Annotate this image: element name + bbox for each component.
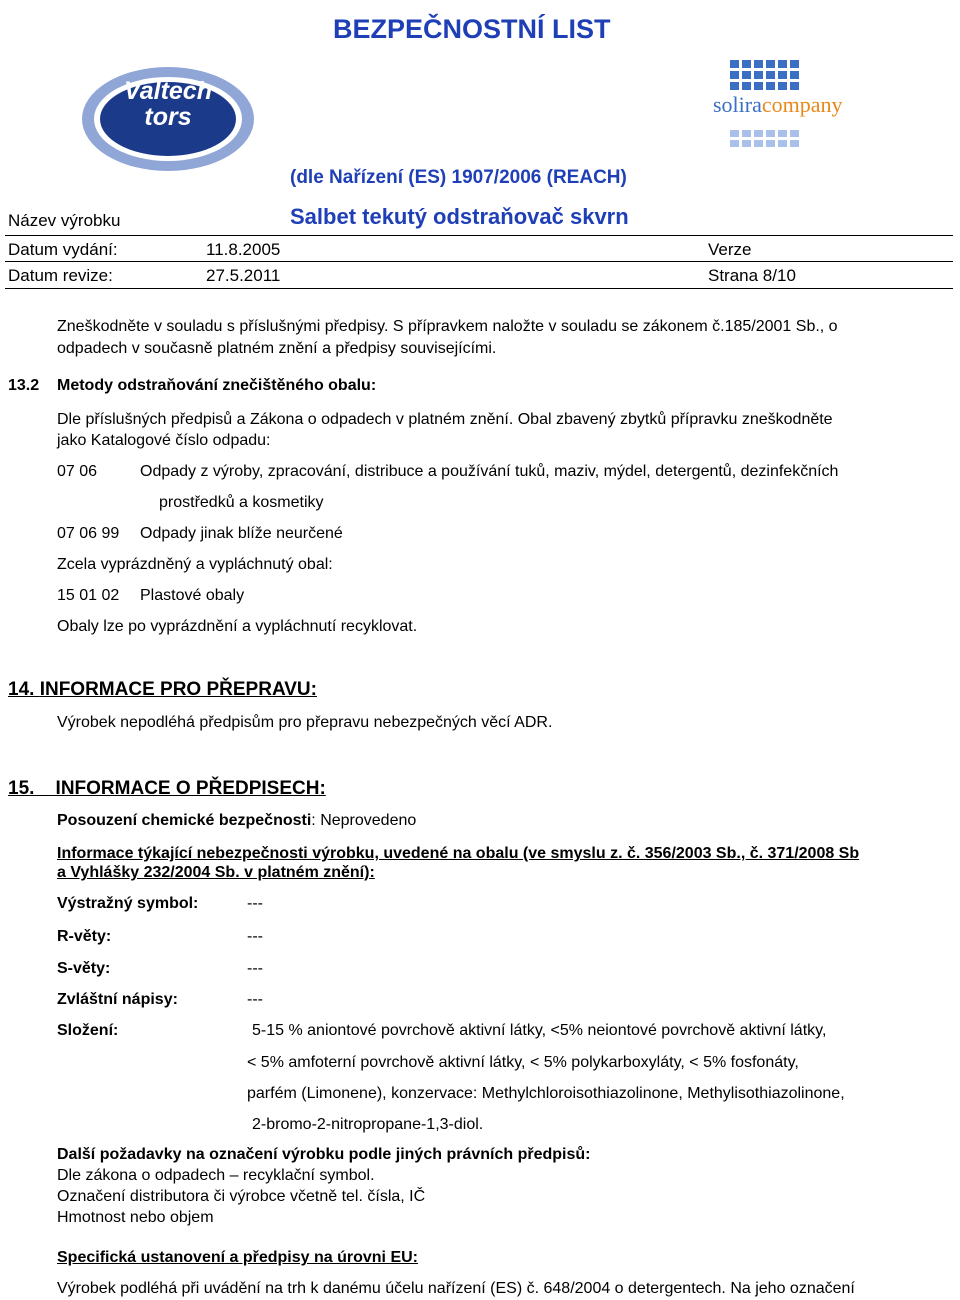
composition-line: 2-bromo-2-nitropropane-1,3-diol. (252, 1116, 484, 1133)
composition-line: parfém (Limonene), konzervace: Methylchloroisothiazolinone, Methylisothiazolinone, (247, 1085, 845, 1102)
subsection-number: 13.2 (8, 377, 40, 394)
subsection-title: Metody odstraňování znečištěného obalu: (57, 377, 377, 394)
warning-symbol-label: Výstražný symbol: (57, 895, 199, 912)
valtech-logo-text: Valtech tors (123, 77, 212, 131)
waste-code-150102: 15 01 02 (57, 587, 120, 604)
r-phrases-label: R-věty: (57, 928, 112, 945)
special-labels-label: Zvláštní nápisy: (57, 991, 178, 1008)
further-requirements-line: Označení distributora či výrobce včetně tel. čísla, IČ (57, 1188, 426, 1205)
waste-code-0706: 07 06 (57, 463, 98, 480)
composition-line: < 5% amfoterní povrchově aktivní látky, < 5% polykarboxyláty, < 5% fosfonáty, (247, 1054, 799, 1071)
transport-text: Výrobek nepodléhá předpisům pro přepravu nebezpečných věcí ADR. (57, 714, 553, 731)
section14-title: INFORMACE PRO PŘEPRAVU: (39, 679, 317, 700)
waste-text-150102: Plastové obaly (140, 587, 245, 604)
packaging-text-b: jako Katalogové číslo odpadu: (57, 432, 271, 449)
emptied-packaging-label: Zcela vyprázdněný a vypláchnutý obal: (57, 556, 333, 573)
further-requirements-line: Dle zákona o odpadech – recyklační symbol. (57, 1167, 375, 1184)
disposal-text-line2: odpadech v současně platném znění a předpisy souvisejícími. (57, 340, 497, 357)
r-phrases-value: --- (247, 928, 263, 945)
product-name: Salbet tekutý odstraňovač skvrn (290, 204, 629, 229)
revision-date-label: Datum revize: (8, 266, 113, 285)
revision-date: 27.5.2011 (206, 266, 281, 285)
page-number: Strana 8/10 (708, 266, 796, 285)
hazard-info-line1: Informace týkající nebezpečnosti výrobku, uvedené na obalu (ve smyslu z. č. 356/2003 Sb., č. 371/2008 Sb (57, 845, 860, 862)
product-name-label: Název výrobku (8, 211, 121, 230)
section15-number: 15. (8, 778, 35, 799)
composition-label: Složení: (57, 1022, 119, 1039)
hazard-info-line2 (57, 864, 375, 882)
chemical-assessment-value: : Neprovedeno (311, 812, 417, 829)
solira-logo-text (713, 92, 843, 118)
s-phrases-label: S-věty: (57, 960, 111, 977)
composition-line: 5-15 % aniontové povrchově aktivní látky, <5% neiontové povrchově aktivní látky, (252, 1022, 827, 1039)
further-requirements-title: Další požadavky na označení výrobku podle jiných právních předpisů: (57, 1146, 591, 1163)
issue-date-label: Datum vydání: (8, 240, 118, 259)
packaging-text-a2: Obal zbavený zbytků přípravku zneškodněte (517, 411, 833, 428)
solira-logo-text-b: company (761, 92, 843, 117)
section15-title: INFORMACE O PŘEDPISECH: (55, 778, 326, 799)
special-labels-value: --- (247, 991, 263, 1008)
disposal-text-line1: Zneškodněte v souladu s příslušnými předpisy. S přípravkem naložte v souladu se zákonem č.185/2001 Sb., o (57, 318, 838, 335)
header-divider-2 (5, 261, 953, 262)
further-requirements-line: Hmotnost nebo objem (57, 1209, 214, 1226)
packaging-text-a1: Dle příslušných předpisů a Zákona o odpadech v platném znění. (57, 411, 514, 428)
regulation-reference: (dle Nařízení (ES) 1907/2006 (REACH) (290, 167, 627, 188)
waste-text-0706-line2: prostředků a kosmetiky (159, 494, 324, 511)
eu-regulations-title: Specifická ustanovení a předpisy na úrovni EU: (57, 1249, 418, 1266)
hazard-info-line2a: a Vyhlášky 232/2004 Sb. (57, 864, 240, 881)
hazard-info-line2b: v platném znění): (239, 864, 375, 881)
chemical-assessment-label: Posouzení chemické bezpečnosti (57, 812, 312, 829)
section14-heading (8, 679, 317, 701)
issue-date: 11.8.2005 (206, 240, 281, 259)
eu-regulations-text: Výrobek podléhá při uvádění na trh k danému účelu nařízení (ES) č. 648/2004 o detergentech. Na jeho označení (57, 1280, 855, 1297)
section15-heading (8, 778, 326, 800)
s-phrases-value: --- (247, 960, 263, 977)
document-title: BEZPEČNOSTNÍ LIST (333, 14, 611, 44)
solira-logo-text-a: solira (713, 92, 762, 117)
header-divider-1 (5, 235, 953, 236)
warning-symbol-value: --- (247, 895, 263, 912)
packaging-text-a (57, 411, 833, 429)
recycle-note: Obaly lze po vyprázdnění a vypláchnutí recyklovat. (57, 618, 418, 635)
waste-text-070699: Odpady jinak blíže neurčené (140, 525, 343, 542)
header-divider-3 (5, 288, 953, 289)
version-label: Verze (708, 240, 752, 259)
solira-logo-grid (730, 60, 799, 90)
section14-number: 14. (8, 679, 35, 700)
chemical-assessment (57, 812, 416, 830)
waste-text-0706-line1: Odpady z výroby, zpracování, distribuce a používání tuků, maziv, mýdel, detergentů, dezinfekčních (140, 463, 839, 480)
waste-code-070699: 07 06 99 (57, 525, 120, 542)
